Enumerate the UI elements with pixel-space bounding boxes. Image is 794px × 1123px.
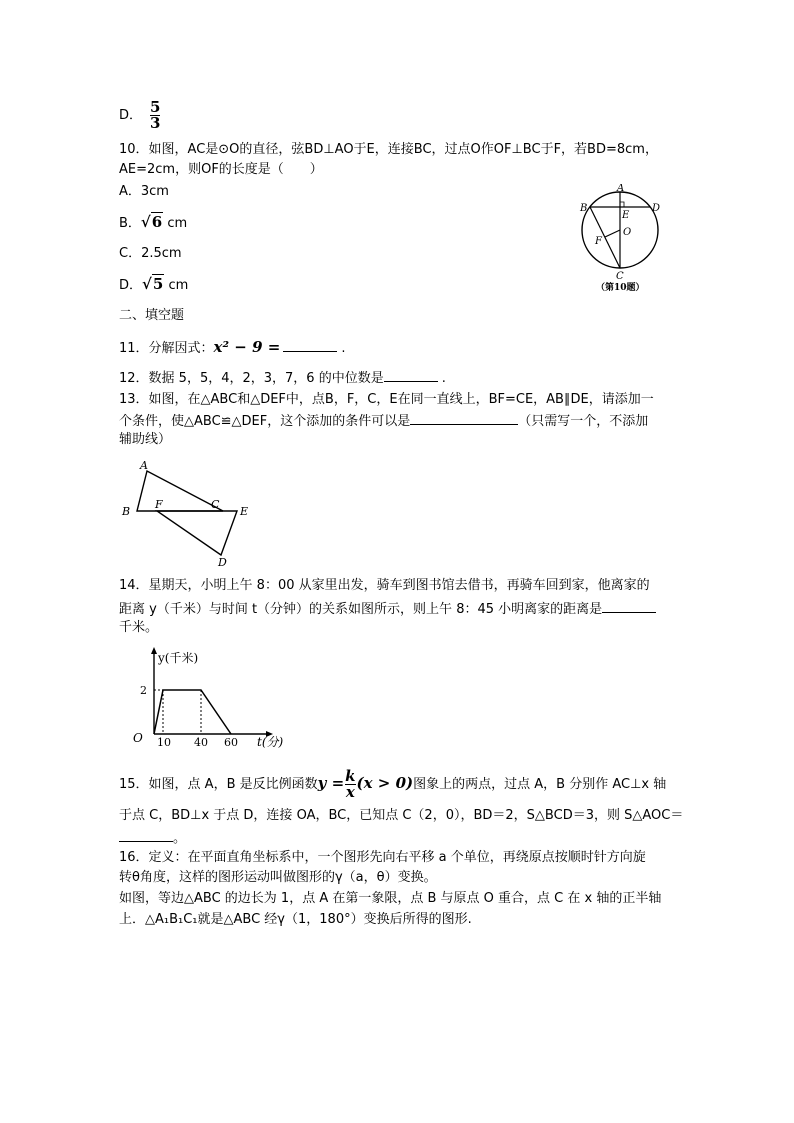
answer-blank[interactable] (119, 827, 173, 842)
q13-line2-end: （只需写一个，不添加 (518, 414, 649, 429)
section-title: 二、填空题 (119, 308, 185, 323)
origin-label: O (133, 731, 143, 745)
x-tick-10: 10 (157, 736, 171, 749)
label-e: E (622, 210, 630, 221)
q13-triangles-figure (119, 457, 259, 567)
q11 (119, 337, 345, 359)
q15-line2: 于点 C，BD⊥x 于点 D，连接 OA，BC，已知点 C（2，0），BD＝2，S△BCD＝3，则 S△AOC＝ (119, 808, 684, 823)
label-a: A (617, 184, 625, 194)
q12-text: 12．数据 5，5，4，2，3，7，6 的中位数是 (119, 371, 384, 386)
q14-distance-time-graph (119, 644, 299, 750)
q12 (119, 367, 446, 389)
q11-end: . (341, 341, 346, 356)
figure-caption: （第10题） (596, 283, 645, 293)
q16-line2: 转θ角度，这样的图形运动叫做图形的γ（a，θ）变换。 (119, 870, 437, 885)
q13-line2 (119, 410, 648, 432)
unit: cm (167, 216, 188, 231)
option-label: D． (119, 108, 143, 123)
q12-end: . (441, 371, 446, 386)
q14-line1: 14．星期天，小明上午 8：00 从家里出发，骑车到图书馆去借书，再骑车回到家，他离家的 (119, 578, 650, 593)
q10-line2: AE=2cm，则OF的长度是（ ） (119, 162, 323, 177)
label-b: B (122, 505, 131, 518)
q16-line4: 上．△A₁B₁C₁就是△ABC 经γ（1，180°）变换后所得的图形. (119, 912, 472, 927)
q10-line1: 10．如图，AC是⊙O的直径，弦BD⊥AO于E，连接BC，过点O作OF⊥BC于F，若BD=8cm， (119, 142, 658, 157)
func-fraction (345, 769, 355, 800)
y-tick-2: 2 (140, 684, 147, 697)
q13-line2-start: 个条件，使△ABC≌△DEF，这个添加的条件可以是 (119, 414, 411, 429)
q10-option-b (119, 212, 187, 234)
q13-line3: 辅助线） (119, 432, 172, 447)
label-a: A (140, 459, 148, 472)
x-tick-60: 60 (224, 736, 238, 749)
unit: cm (168, 278, 189, 293)
label-c: C (616, 271, 624, 282)
label-c: C (211, 498, 220, 511)
q15-line1-start: 15．如图，点 A，B 是反比例函数 (119, 777, 318, 792)
q15-line3-end: 。 (173, 831, 187, 846)
answer-blank[interactable] (410, 410, 518, 425)
triangle-def (157, 511, 237, 555)
denominator: 3 (150, 114, 161, 132)
q10-option-a: A．3cm (119, 184, 169, 199)
radicand: 6 (151, 213, 163, 231)
label-f: F (595, 236, 602, 247)
q9-option-d (119, 100, 160, 131)
q14-line3: 千米。 (119, 620, 159, 635)
radicand: 5 (152, 275, 164, 293)
q15-line1-end: 图象上的两点，过点 A，B 分别作 AC⊥x 轴 (413, 777, 667, 792)
q14-line2 (119, 598, 656, 620)
q15-line1 (119, 769, 666, 800)
q11-text: 11．分解因式： (119, 341, 214, 356)
func-den: x (345, 783, 355, 801)
sqrt-expression: √5 (142, 275, 164, 293)
x-tick-40: 40 (194, 736, 208, 749)
label-b: B (580, 203, 588, 214)
label-d: D (652, 203, 661, 214)
q15-line3 (119, 827, 186, 849)
q11-expression: x² − 9 = (213, 338, 281, 356)
numerator: 5 (150, 98, 161, 116)
fraction (150, 100, 160, 131)
q16-line1: 16．定义：在平面直角坐标系中，一个图形先向右平移 a 个单位，再绕原点按顺时针方向旋 (119, 850, 646, 865)
answer-blank[interactable] (283, 337, 337, 352)
q16-line3: 如图，等边△ABC 的边长为 1，点 A 在第一象限，点 B 与原点 O 重合，点 C 在 x 轴的正半轴 (119, 891, 662, 906)
label-o: O (623, 227, 632, 238)
q10-option-d (119, 274, 188, 296)
label-d: D (218, 556, 227, 567)
option-label: B． (119, 216, 141, 231)
func-condition: (x > 0) (356, 774, 414, 792)
func-num: k (345, 767, 356, 785)
label-f: F (155, 498, 163, 511)
x-axis-label: t(分) (257, 735, 284, 749)
func-y: y = (317, 774, 345, 792)
sqrt-expression: √6 (140, 213, 163, 231)
label-e: E (240, 505, 249, 518)
answer-blank[interactable] (384, 367, 438, 382)
y-axis-label: y(千米) (158, 651, 199, 665)
answer-blank[interactable] (602, 598, 656, 613)
q13-line1: 13．如图，在△ABC和△DEF中，点B，F，C，E在同一直线上，BF=CE，AB∥DE，请添加一 (119, 392, 654, 407)
q10-circle-figure (574, 184, 686, 294)
q14-line2-text: 距离 y（千米）与时间 t（分钟）的关系如图所示，则上午 8：45 小明离家的距离是 (119, 602, 603, 617)
option-label: D． (119, 278, 143, 293)
y-axis-arrow (151, 647, 157, 654)
segment-of (605, 230, 620, 237)
distance-line (154, 690, 231, 734)
q10-option-c: C．2.5cm (119, 246, 182, 261)
